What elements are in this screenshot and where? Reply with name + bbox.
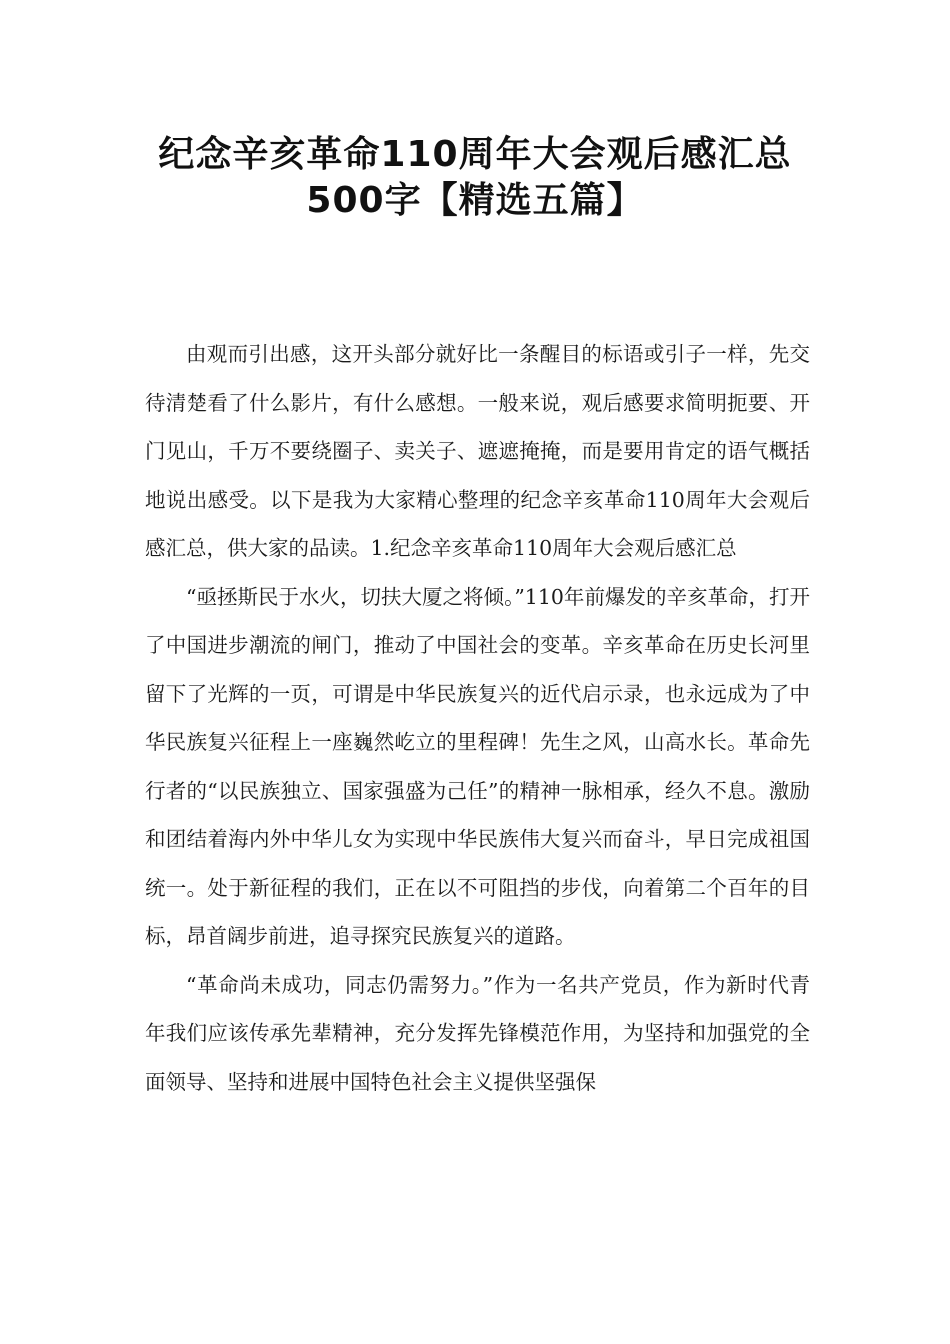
paragraph-revolution-not-complete: “革命尚未成功，同志仍需努力。”作为一名共产党员，作为新时代青年我们应该传承先辈精神，充分发挥先锋模范作用，为坚持和加强党的全面领导、坚持和进展中国特色社会主义提供坚强保 <box>145 972 810 1094</box>
document-title-line-1: 纪念辛亥革命110周年大会观后感汇总 <box>158 134 792 175</box>
paragraph-intro: 由观而引出感，这开头部分就好比一条醒目的标语或引子一样，先交待清楚看了什么影片，有什么感想。一般来说，观后感要求简明扼要、开门见山，千万不要绕圈子、卖关子、遮遮掩掩，而是要用肯定的语气概括地说出感受。以下是我为大家精心整理的纪念辛亥革命110周年大会观后感汇总，供大家的品读。1.纪念辛亥革命110周年大会观后感汇总 <box>145 342 810 560</box>
document-title-line-2: 500字【精选五篇】 <box>306 180 644 221</box>
paragraph-xinhai-revolution: “亟拯斯民于水火，切扶大厦之将倾。”110年前爆发的辛亥革命，打开了中国进步潮流的闸门，推动了中国社会的变革。辛亥革命在历史长河里留下了光辉的一页，可谓是中华民族复兴的近代启示录，也永远成为了中华民族复兴征程上一座巍然屹立的里程碑！先生之风，山高水长。革命先行者的“以民族独立、国家强盛为己任”的精神一脉相承，经久不息。激励和团结着海内外中华儿女为实现中华民族伟大复兴而奋斗，早日完成祖国统一。处于新征程的我们，正在以不可阻挡的步伐，向着第二个百年的目标，昂首阔步前进，追寻探究民族复兴的道路。 <box>145 584 810 948</box>
document-body <box>145 330 810 1106</box>
